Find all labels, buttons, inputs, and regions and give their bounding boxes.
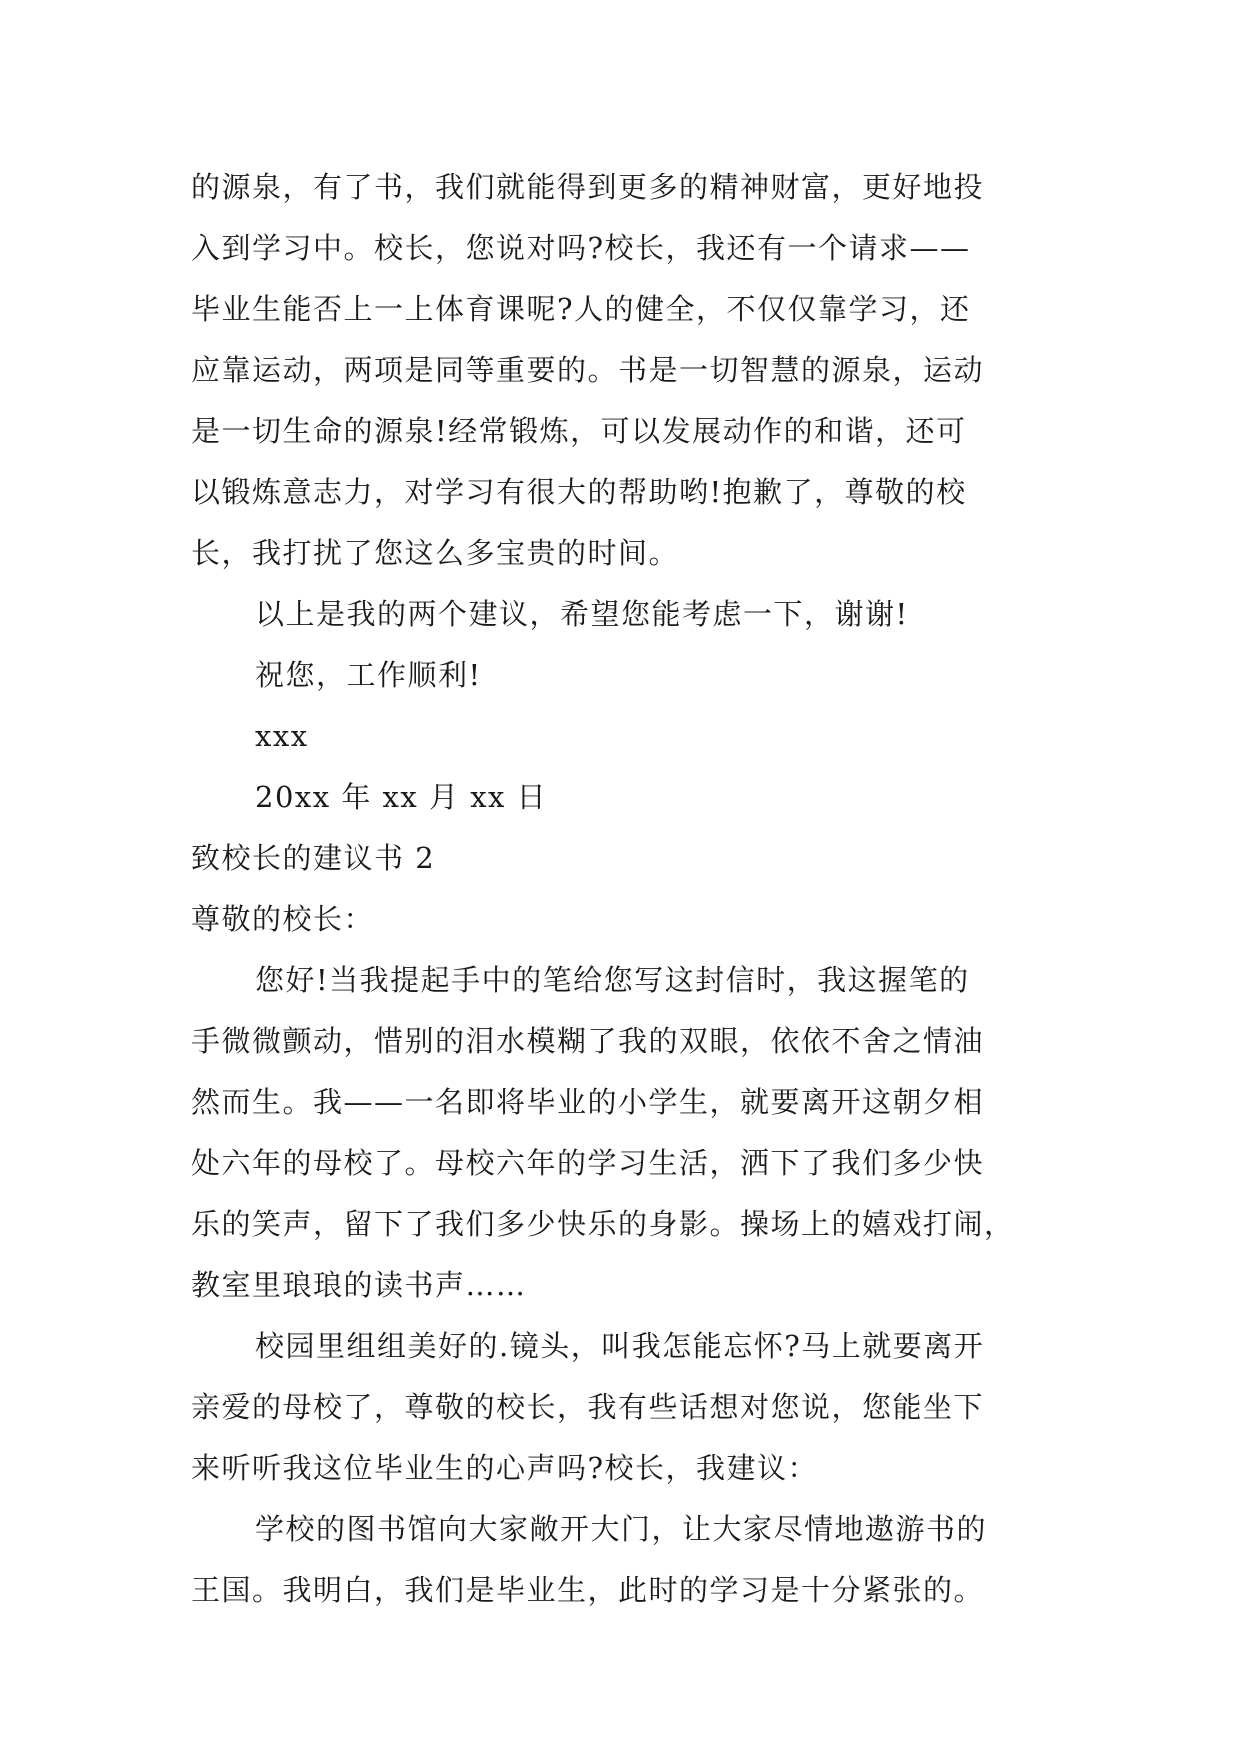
text-line: 应靠运动，两项是同等重要的。书是一切智慧的源泉，运动 [191,353,985,387]
text-line: 然而生。我——一名即将毕业的小学生，就要离开这朝夕相 [191,1085,985,1119]
text-line: 亲爱的母校了，尊敬的校长，我有些话想对您说，您能坐下 [191,1390,985,1424]
text-line: 手微微颤动，惜别的泪水模糊了我的双眼，依依不舍之情油 [191,1024,985,1058]
text-line: 处六年的母校了。母校六年的学习生活，洒下了我们多少快 [191,1146,985,1180]
section-title: 致校长的建议书 2 [191,841,436,875]
text-line: 长，我打扰了您这么多宝贵的时间。 [191,536,680,570]
salutation: 尊敬的校长： [191,902,375,936]
text-line: 教室里琅琅的读书声…… [191,1268,527,1302]
text-line: 乐的笑声，留下了我们多少快乐的身影。操场上的嬉戏打闹， [191,1207,1015,1241]
signature: xxx [255,719,309,753]
date: 20xx 年 xx 月 xx 日 [255,780,548,814]
text-line: 入到学习中。校长，您说对吗?校长，我还有一个请求—— [191,231,971,265]
text-line: 的源泉，有了书，我们就能得到更多的精神财富，更好地投 [191,170,985,204]
text-line: 王国。我明白，我们是毕业生，此时的学习是十分紧张的。 [191,1573,985,1607]
text-line: 以上是我的两个建议，希望您能考虑一下，谢谢! [255,597,909,631]
text-line: 您好!当我提起手中的笔给您写这封信时，我这握笔的 [255,963,970,997]
text-line: 学校的图书馆向大家敞开大门，让大家尽情地遨游书的 [255,1512,988,1546]
text-line: 以锻炼意志力，对学习有很大的帮助哟!抱歉了，尊敬的校 [191,475,967,509]
closing-wish: 祝您，工作顺利! [255,658,482,692]
text-line: 是一切生命的源泉!经常锻炼，可以发展动作的和谐，还可 [191,414,967,448]
text-line: 毕业生能否上一上体育课呢?人的健全，不仅仅靠学习，还 [191,292,971,326]
text-line: 校园里组组美好的.镜头，叫我怎能忘怀?马上就要离开 [255,1329,985,1363]
text-line: 来听听我这位毕业生的心声吗?校长，我建议： [191,1451,819,1485]
